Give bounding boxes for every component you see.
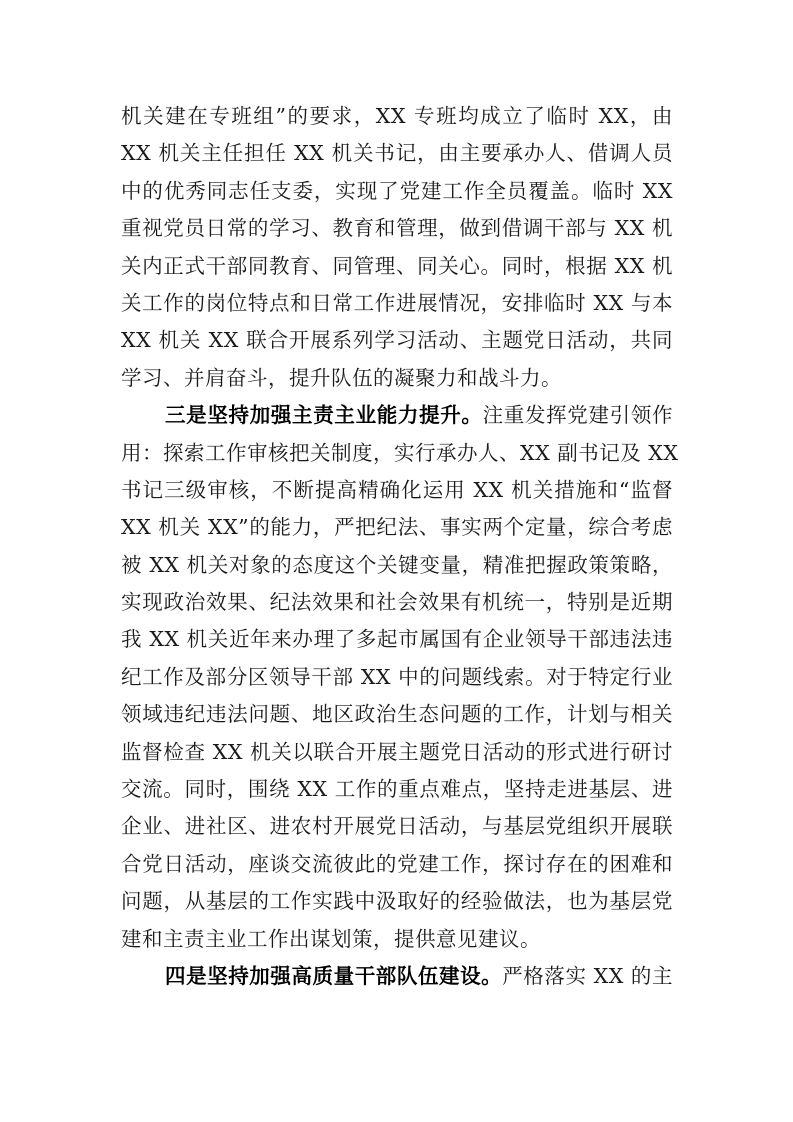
text-line: XX 机关 XX 联合开展系列学习活动、主题党日活动，共同 (121, 328, 673, 353)
text-line: 关内正式干部同教育、同管理、同关心。同时，根据 XX 机 (121, 253, 673, 278)
text-line: 实现政治效果、纪法效果和社会效果有机统一，特别是近期 (121, 590, 673, 615)
text-line: 我 XX 机关近年来办理了多起市属国有企业领导干部违法违 (121, 627, 673, 652)
document-page (121, 98, 679, 995)
text-line-first (121, 958, 673, 995)
paragraph-section-four (121, 958, 673, 995)
text-line: 问题，从基层的工作实践中汲取好的经验做法，也为基层党 (121, 889, 673, 914)
text-line: 关工作的岗位特点和日常工作进展情况，安排临时 XX 与本 (121, 290, 673, 315)
text-line: 交流。同时，围绕 XX 工作的重点难点，坚持走进基层、进 (121, 777, 673, 802)
text-line: 中的优秀同志任支委，实现了党建工作全员覆盖。临时 XX (121, 178, 673, 203)
text-line: 书记三级审核，不断提高精确化运用 XX 机关措施和“监督 (121, 477, 673, 502)
text-line: 被 XX 机关对象的态度这个关键变量，精准把握政策策略， (121, 552, 673, 577)
text-line: 学习、并肩奋斗，提升队伍的凝聚力和战斗力。 (121, 365, 562, 390)
paragraph-section-three (121, 397, 679, 958)
text-line: 企业、进社区、进农村开展党日活动，与基层党组织开展联 (121, 814, 673, 839)
text-line-first (121, 397, 673, 434)
text-run: 注重发挥党建引领作 (482, 403, 674, 428)
text-line: 机关建在专班组”的要求，XX 专班均成立了临时 XX，由 (121, 104, 673, 128)
paragraph-continuation (121, 98, 673, 397)
text-line: 监督检查 XX 机关以联合开展主题党日活动的形式进行研讨 (121, 739, 673, 764)
text-line: 重视党员日常的学习、教育和管理，做到借调干部与 XX 机 (121, 216, 673, 241)
text-line: 合党日活动，座谈交流彼此的党建工作，探讨存在的困难和 (121, 851, 673, 876)
text-line: XX 机关 XX”的能力，严把纪法、事实两个定量，综合考虑 (121, 515, 673, 540)
section-heading: 三是坚持加强主责主业能力提升。 (165, 403, 483, 428)
text-line: 用：探索工作审核把关制度，实行承办人、XX 副书记及 XX (121, 440, 679, 465)
text-run: 严格落实 XX 的主 (502, 963, 673, 988)
section-heading: 四是坚持加强高质量干部队伍建设。 (165, 963, 503, 988)
text-line: 纪工作及部分区领导干部 XX 中的问题线索。对于特定行业 (121, 664, 673, 689)
text-line: XX 机关主任担任 XX 机关书记，由主要承办人、借调人员 (121, 141, 673, 166)
text-line: 建和主责主业工作出谋划策，提供意见建议。 (121, 926, 541, 951)
text-line: 领域违纪违法问题、地区政治生态问题的工作，计划与相关 (121, 702, 673, 727)
